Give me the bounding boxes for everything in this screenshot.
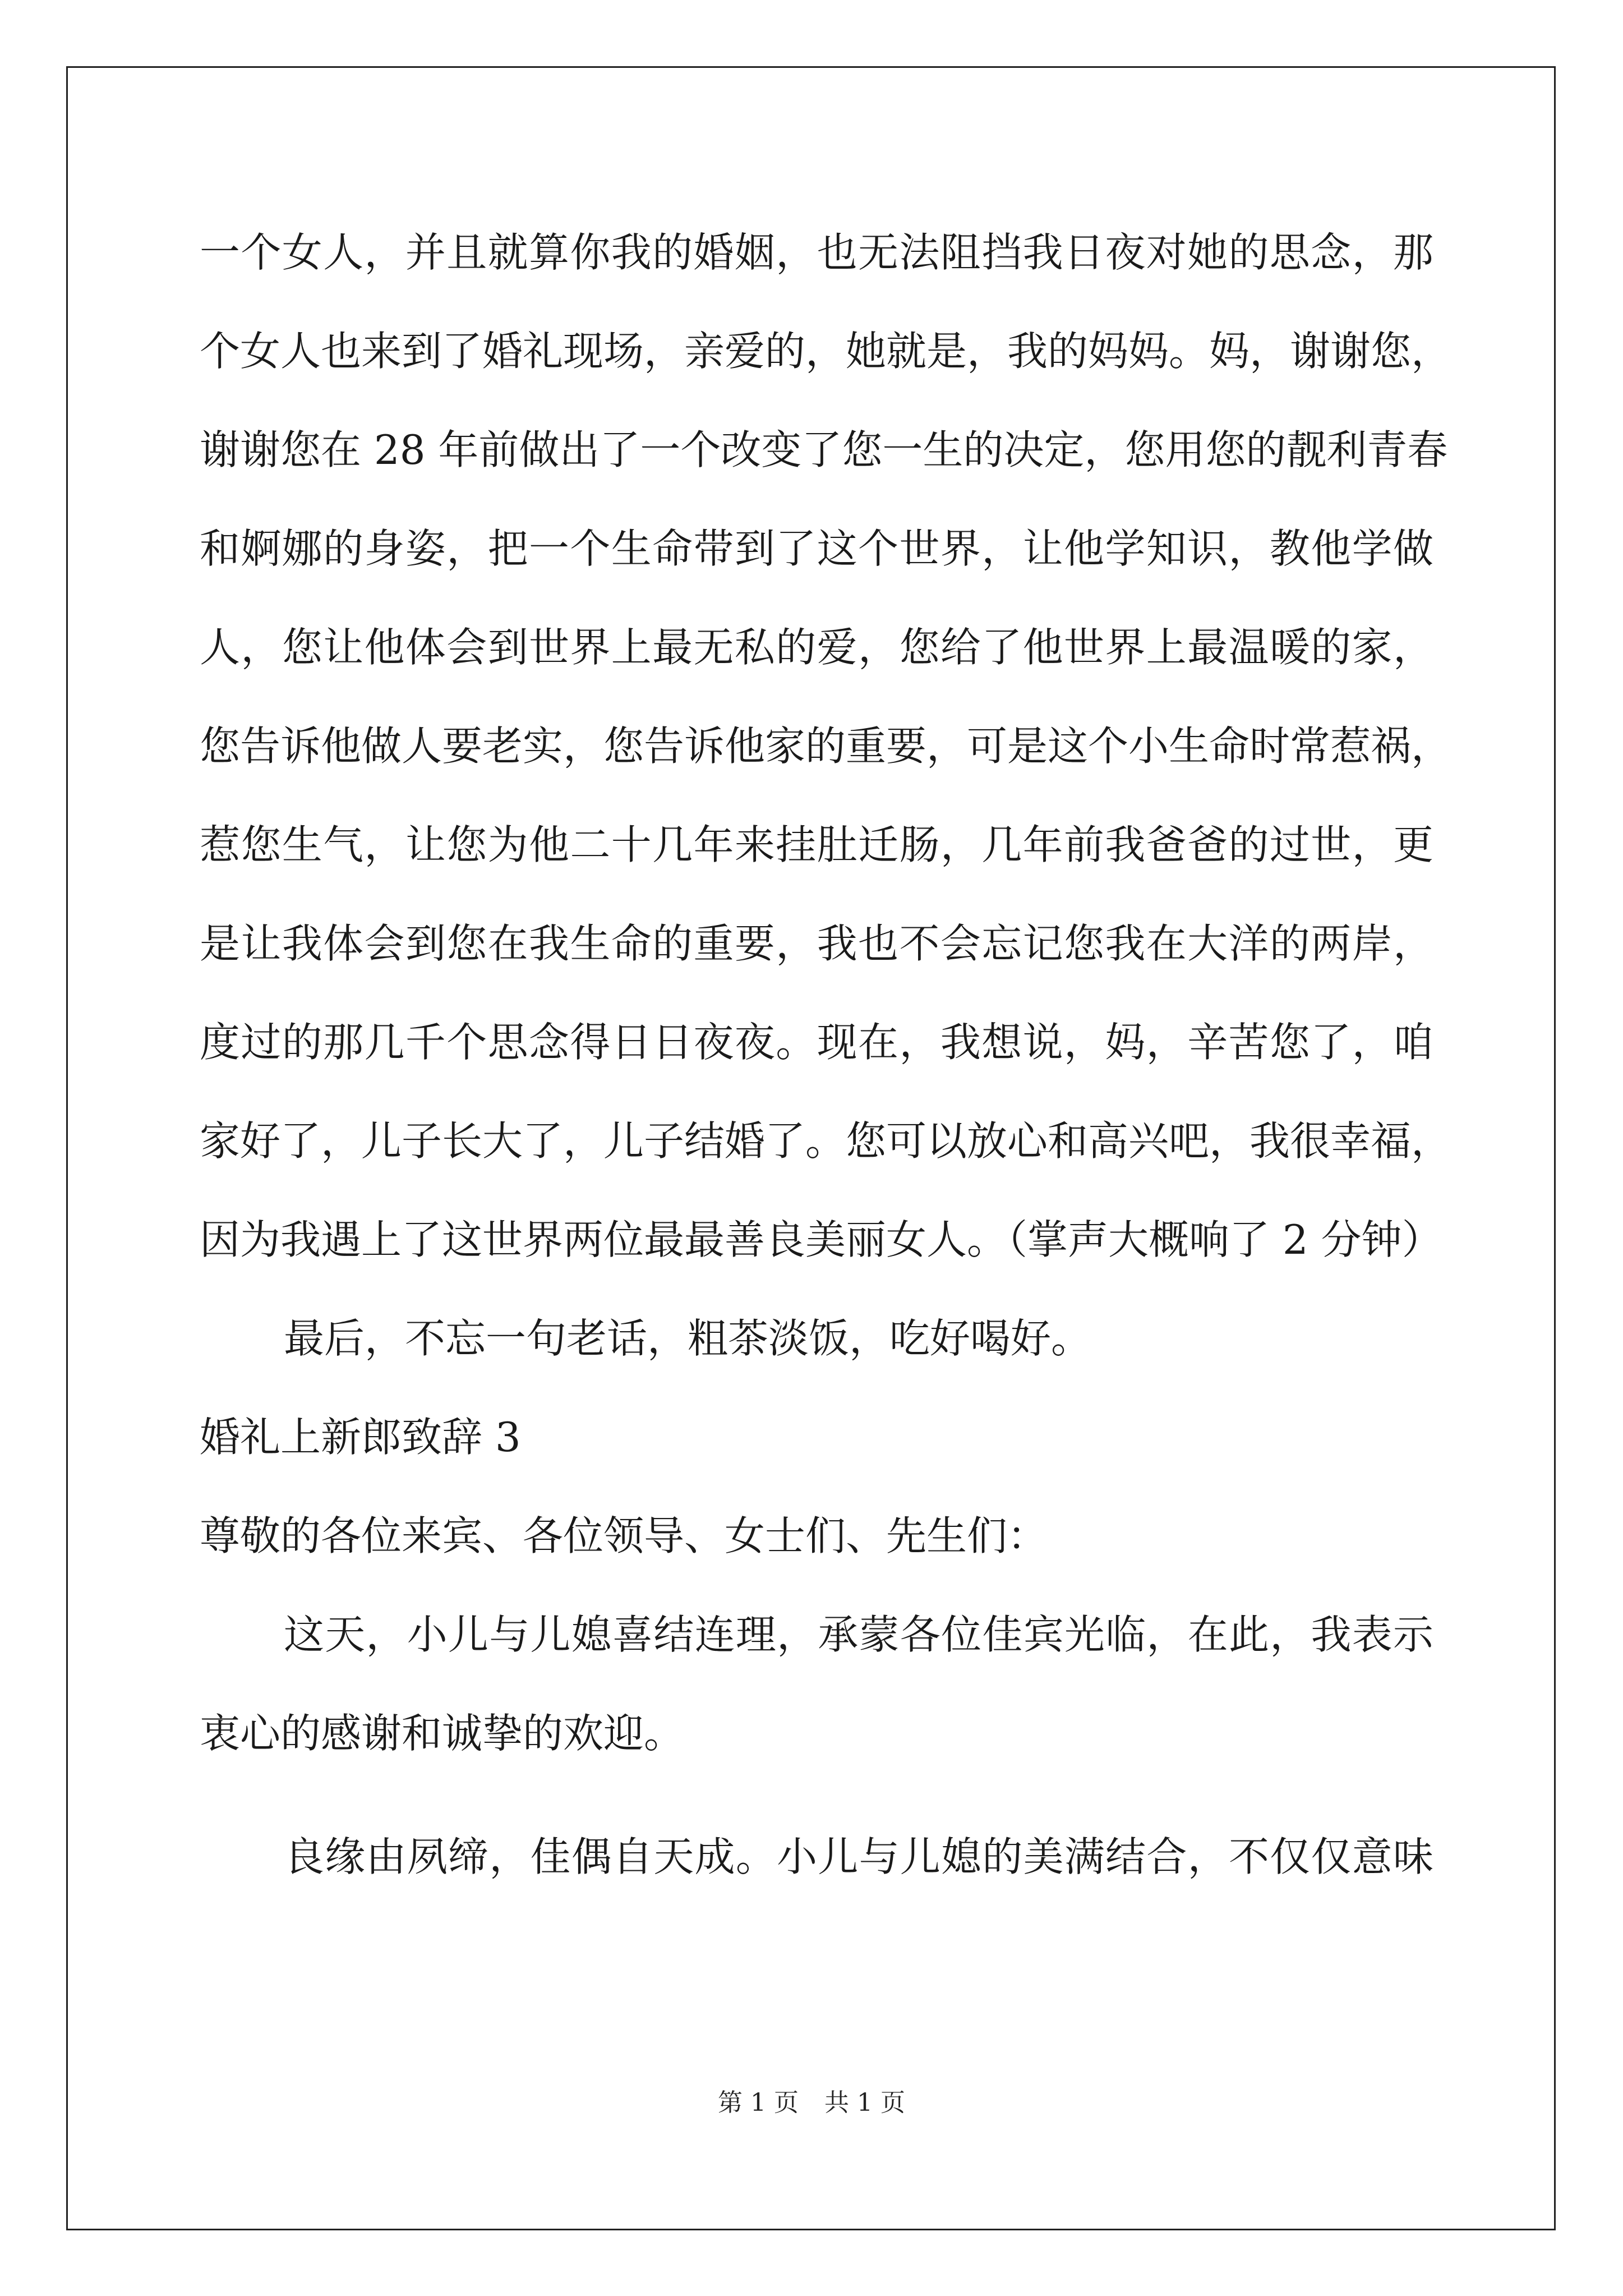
body-line: 家好了，儿子长大了，儿子结婚了。您可以放心和高兴吧，我很幸福， [200, 1117, 1452, 1165]
page-footer [0, 2082, 1623, 2118]
body-line: 良缘由夙缔，佳偶自天成。小儿与儿媳的美满结合，不仅仅意味 [284, 1833, 1433, 1880]
body-line: 这天，小儿与儿媳喜结连理，承蒙各位佳宾光临，在此，我表示 [284, 1611, 1433, 1658]
body-line: 您告诉他做人要老实，您告诉他家的重要，可是这个小生命时常惹祸， [200, 723, 1452, 770]
body-line: 谢谢您在 28 年前做出了一个改变了您一生的决定，您用您的靓利青春 [200, 426, 1448, 473]
body-line: 度过的那几千个思念得日日夜夜。现在，我想说，妈，辛苦您了，咱 [200, 1019, 1433, 1066]
body-line: 是让我体会到您在我生命的重要，我也不会忘记您我在大洋的两岸， [200, 920, 1433, 967]
page-number: 第 1 页 [718, 2088, 799, 2117]
body-line: 和婀娜的身姿，把一个生命带到了这个世界，让他学知识，教他学做 [200, 525, 1433, 572]
body-line: 衷心的感谢和诚挚的欢迎。 [200, 1710, 685, 1757]
body-line: 一个女人，并且就算你我的婚姻，也无法阻挡我日夜对她的思念，那 [200, 229, 1433, 276]
salutation: 尊敬的各位来宾、各位领导、女士们、先生们： [200, 1512, 1048, 1559]
closing-paragraph: 最后，不忘一句老话，粗茶淡饭，吃好喝好。 [284, 1315, 1092, 1362]
body-line: 惹您生气，让您为他二十几年来挂肚迁肠，几年前我爸爸的过世，更 [200, 821, 1433, 868]
body-line: 个女人也来到了婚礼现场，亲爱的，她就是，我的妈妈。妈，谢谢您， [200, 328, 1452, 375]
body-line: 因为我遇上了这世界两位最最善良美丽女人。（掌声大概响了 2 分钟） [200, 1216, 1442, 1263]
section-heading: 婚礼上新郎致辞 3 [200, 1414, 521, 1461]
body-line: 人，您让他体会到世界上最无私的爱，您给了他世界上最温暖的家， [200, 624, 1433, 671]
page-total: 共 1 页 [824, 2088, 905, 2117]
document-body [200, 222, 1452, 1925]
